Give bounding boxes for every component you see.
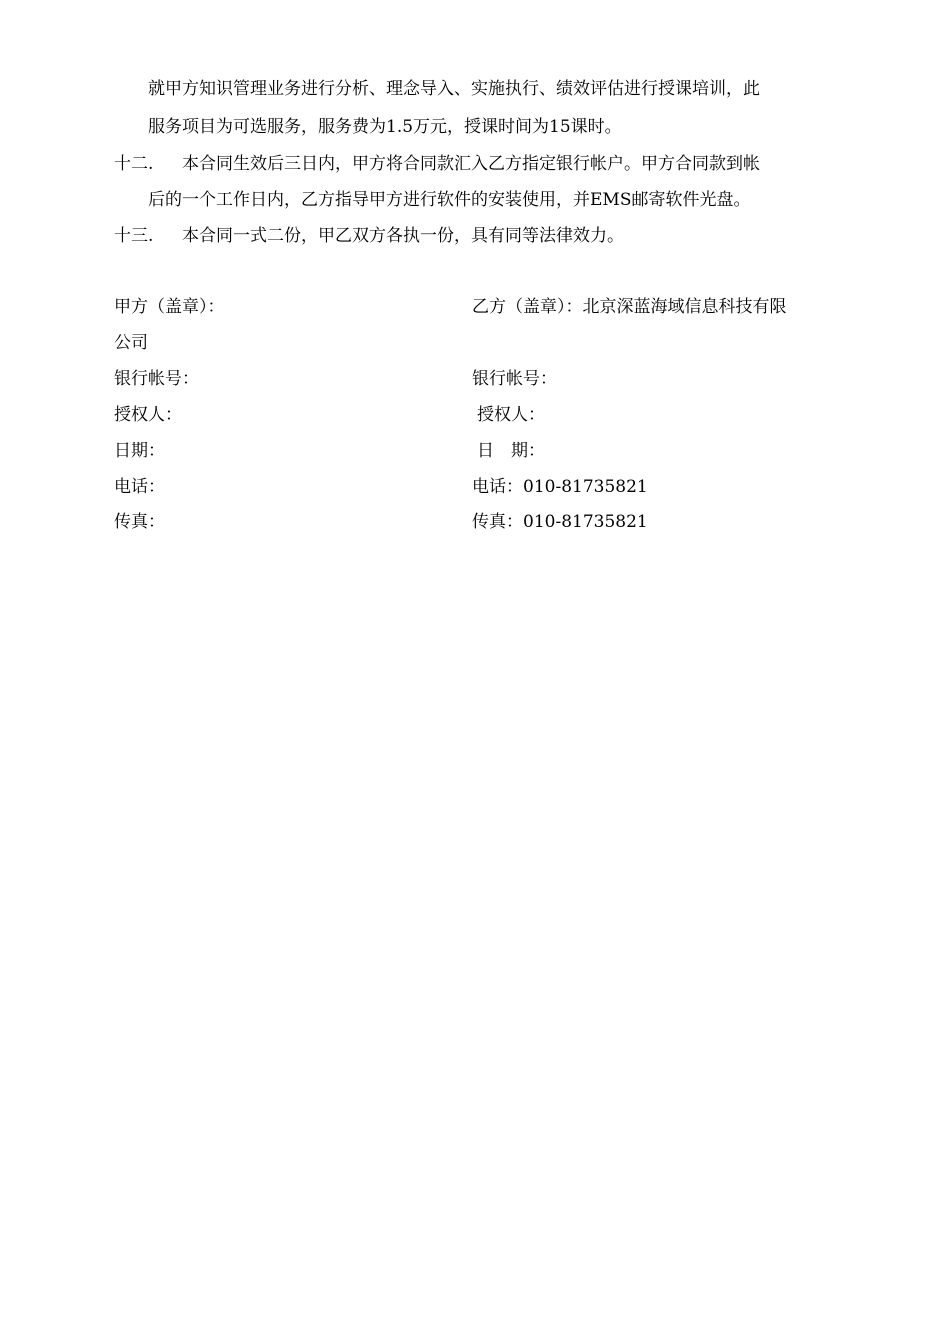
clause-12-line-2: 后的一个工作日内，乙方指导甲方进行软件的安装使用，并EMS邮寄软件光盘。 — [148, 190, 751, 210]
clause-continuation-line-1: 就甲方知识管理业务进行分析、理念导入、实施执行、绩效评估进行授课培训，此 — [148, 79, 760, 99]
party-a-bank-label: 银行帐号： — [114, 369, 199, 389]
party-b-date-label: 日 期： — [477, 441, 545, 461]
clause-12-number: 十二. — [114, 154, 154, 174]
party-b-seal-continuation: 公司 — [114, 333, 148, 353]
party-b-fax-label: 传真：010-81735821 — [472, 512, 648, 532]
clause-continuation-line-2: 服务项目为可选服务，服务费为1.5万元，授课时间为15课时。 — [148, 117, 622, 137]
clause-13-number: 十三. — [114, 226, 154, 246]
clause-13-line-1: 本合同一式二份，甲乙双方各执一份，具有同等法律效力。 — [182, 226, 624, 246]
party-b-seal-label: 乙方（盖章）：北京深蓝海域信息科技有限 — [472, 297, 787, 317]
party-a-fax-label: 传真： — [114, 512, 165, 532]
party-a-seal-label: 甲方（盖章）： — [114, 297, 225, 317]
party-b-authorized-label: 授权人： — [477, 405, 545, 425]
party-a-phone-label: 电话： — [114, 477, 165, 497]
clause-12-line-1: 本合同生效后三日内，甲方将合同款汇入乙方指定银行帐户。甲方合同款到帐 — [182, 154, 760, 174]
party-b-phone-label: 电话：010-81735821 — [472, 477, 648, 497]
party-a-date-label: 日期： — [114, 441, 165, 461]
party-b-bank-label: 银行帐号： — [472, 369, 557, 389]
party-a-authorized-label: 授权人： — [114, 405, 182, 425]
